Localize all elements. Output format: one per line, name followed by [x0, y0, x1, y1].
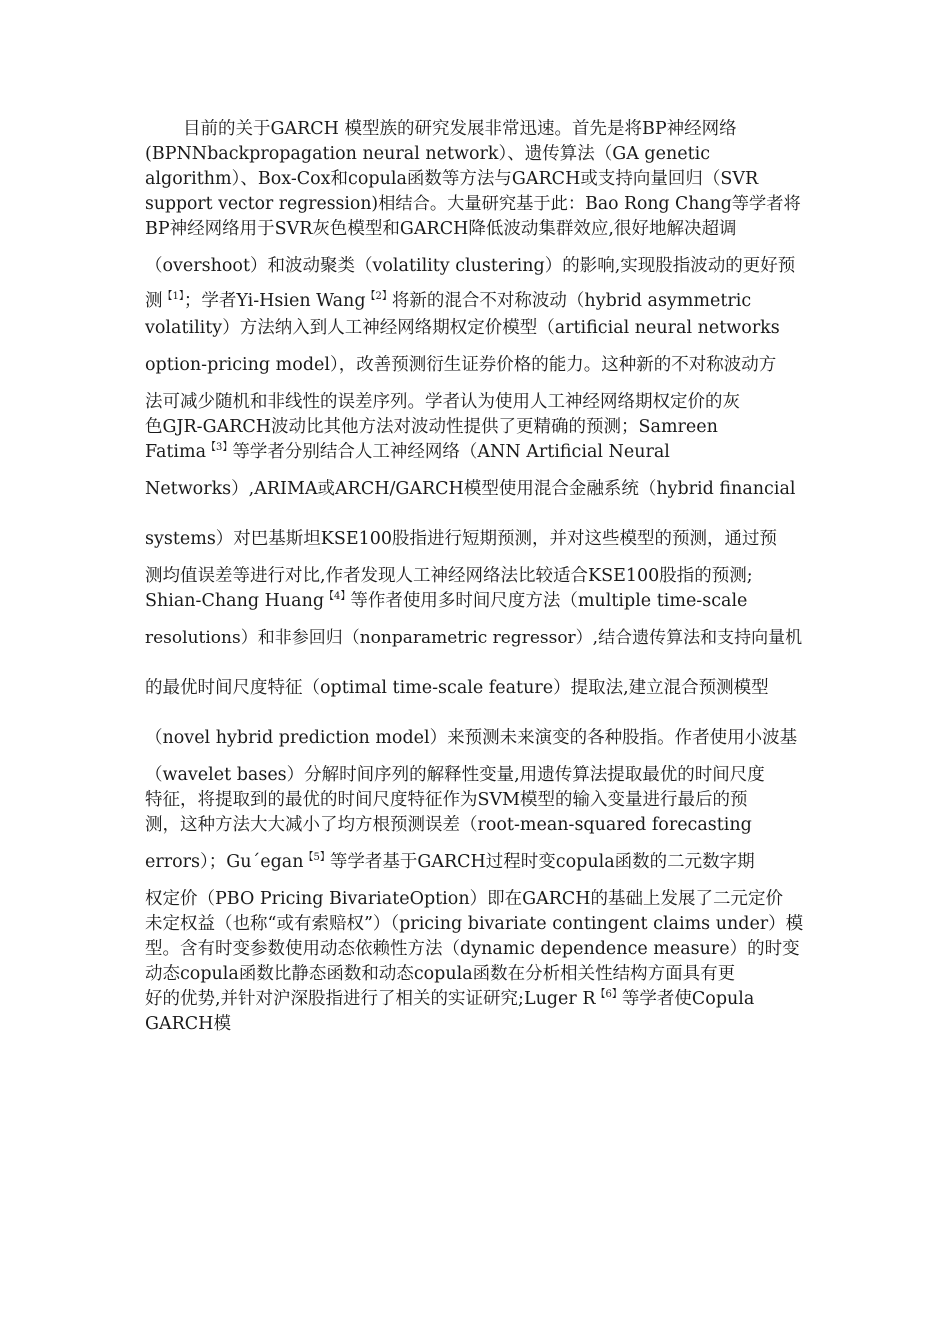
- text-run: ；学者Yi-Hsien Wang: [183, 291, 366, 311]
- text-run: 等作者使用多时间尺度方法（multiple time-scale: [350, 591, 748, 611]
- citation-marker: 【5】: [303, 852, 330, 863]
- text-line: 色GJR-GARCH波动比其他方法对波动性提供了更精确的预测；Samreen: [145, 417, 718, 437]
- text-line: （overshoot）和波动聚类（volatility clustering）的影响,实现股指波动的更好预: [145, 256, 796, 276]
- text-line: 目前的关于GARCH 模型族的研究发展非常迅速。首先是将BP神经网络: [183, 119, 737, 139]
- text-line: 法可减少随机和非线性的误差序列。学者认为使用人工神经网络期权定价的灰: [145, 392, 740, 412]
- text-line: （wavelet bases）分解时间序列的解释性变量,用遗传算法提取最优的时间尺度: [145, 765, 765, 785]
- text-line: 测，这种方法大大减小了均方根预测误差（root-mean-squared forecasting: [145, 815, 752, 835]
- text-line: (BPNNbackpropagation neural network）、遗传算法（GA genetic: [145, 144, 711, 164]
- text-line: 的最优时间尺度特征（optimal time-scale feature）提取法,建立混合预测模型: [145, 678, 769, 698]
- text-line: 未定权益（也称“或有索赔权”）（pricing bivariate contingent claims under）模: [145, 914, 804, 934]
- text-line: [145, 290, 751, 312]
- text-line: （novel hybrid prediction model）来预测未来演变的各种股指。作者使用小波基: [145, 728, 798, 748]
- text-line: resolutions）和非参回归（nonparametric regressor）,结合遗传算法和支持向量机: [145, 628, 803, 648]
- text-line: algorithm）、Box-Cox和copula函数等方法与GARCH或支持向量回归（SVR: [145, 169, 759, 189]
- text-line: [145, 988, 754, 1010]
- text-run: 将新的混合不对称波动（hybrid asymmetric: [391, 291, 752, 311]
- text-line: option-pricing model），改善预测衍生证券价格的能力。这种新的不对称波动方: [145, 355, 777, 375]
- text-line: Networks）,ARIMA或ARCH/GARCH模型使用混合金融系统（hybrid financial: [145, 479, 796, 499]
- text-line: GARCH模: [145, 1014, 231, 1034]
- text-line: 型。含有时变参数使用动态依赖性方法（dynamic dependence measure）的时变: [145, 939, 800, 959]
- text-run: 等学者基于GARCH过程时变copula函数的二元数字期: [329, 852, 755, 872]
- citation-marker: 【1】: [162, 291, 184, 302]
- text-line: BP神经网络用于SVR灰色模型和GARCH降低波动集群效应,很好地解决超调: [145, 219, 737, 239]
- text-line: [145, 851, 755, 873]
- citation-marker: 【2】: [365, 291, 392, 302]
- citation-marker: 【3】: [206, 442, 233, 453]
- text-run: 好的优势,并针对沪深股指进行了相关的实证研究;Luger R: [145, 989, 596, 1009]
- text-run: Shian-Chang Huang: [145, 591, 325, 611]
- text-run: 测: [145, 291, 163, 311]
- text-run: 等学者使Copula: [621, 989, 755, 1009]
- text-line: support vector regression)相结合。大量研究基于此：Bao Rong Chang等学者将: [145, 194, 801, 214]
- text-line: [145, 590, 747, 612]
- text-line: 权定价（PBO Pricing BivariateOption）即在GARCH的基础上发展了二元定价: [145, 889, 784, 909]
- text-line: systems）对巴基斯坦KSE100股指进行短期预测，并对这些模型的预测，通过预: [145, 529, 778, 549]
- text-line: volatility）方法纳入到人工神经网络期权定价模型（artificial neural networks: [145, 318, 780, 338]
- text-line: 特征，将提取到的最优的时间尺度特征作为SVM模型的输入变量进行最后的预: [145, 790, 748, 810]
- text-line: [145, 441, 670, 463]
- text-line: 测均值误差等进行对比,作者发现人工神经网络法比较适合KSE100股指的预测;: [145, 566, 753, 586]
- text-run: errors）；Gu´egan: [145, 852, 304, 872]
- text-run: Fatima: [145, 442, 207, 462]
- text-run: 等学者分别结合人工神经网络（ANN Artificial Neural: [232, 442, 670, 462]
- text-line: 动态copula函数比静态函数和动态copula函数在分析相关性结构方面具有更: [145, 964, 736, 984]
- citation-marker: 【4】: [324, 591, 351, 602]
- citation-marker: 【6】: [595, 989, 622, 1000]
